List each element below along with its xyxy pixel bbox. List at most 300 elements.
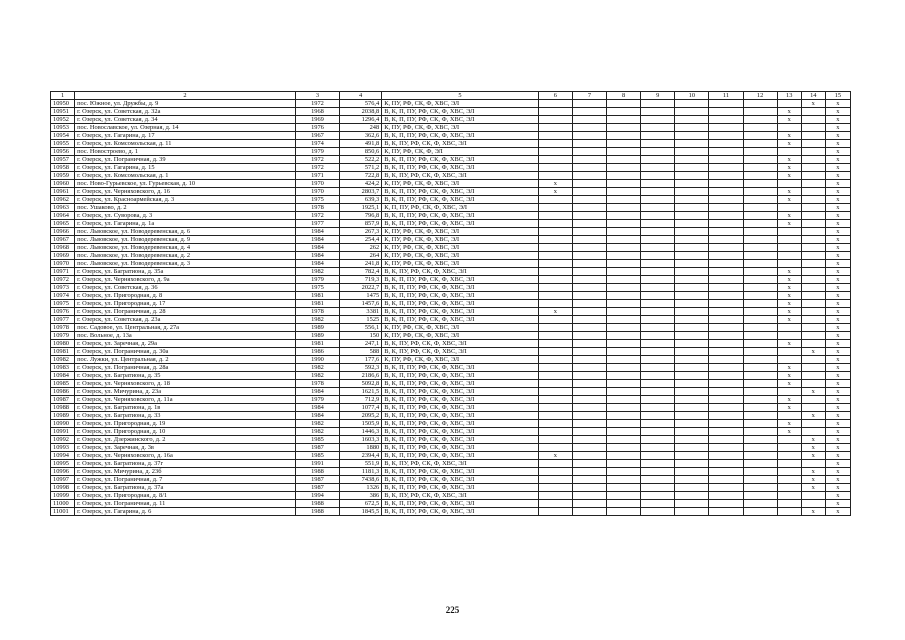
cell-col-15: x [825,332,850,340]
cell-col-6 [538,340,572,348]
cell-col-7 [572,292,606,300]
cell-area: 2022,7 [340,284,382,292]
cell-col-7 [572,196,606,204]
table-row [51,196,851,204]
cell-col-14 [801,284,825,292]
table-row [51,252,851,260]
cell-col-8 [607,444,641,452]
cell-col-13 [777,204,801,212]
cell-col-9 [641,444,675,452]
table-row [51,108,851,116]
cell-area: 1475 [340,292,382,300]
cell-row-id: 10950 [51,100,75,108]
cell-col-12 [743,268,777,276]
cell-col-6 [538,292,572,300]
cell-row-id: 10980 [51,340,75,348]
cell-col-13 [777,260,801,268]
cell-col-9 [641,108,675,116]
cell-col-9 [641,252,675,260]
cell-col-15: x [825,452,850,460]
cell-col-12 [743,444,777,452]
cell-col-10 [675,444,709,452]
cell-col-10 [675,100,709,108]
table-row [51,364,851,372]
cell-col-12 [743,220,777,228]
cell-row-id: 10990 [51,420,75,428]
cell-col-10 [675,348,709,356]
cell-row-id: 10952 [51,116,75,124]
table-row [51,156,851,164]
cell-col-15: x [825,340,850,348]
cell-col-14 [801,172,825,180]
cell-col-9 [641,452,675,460]
cell-year: 1984 [295,228,339,236]
cell-col-14 [801,164,825,172]
cell-area: 247,1 [340,340,382,348]
cell-row-id: 10959 [51,172,75,180]
cell-col-12 [743,260,777,268]
cell-col-10 [675,268,709,276]
cell-col-11 [709,260,743,268]
cell-col-8 [607,332,641,340]
cell-col-14 [801,108,825,116]
cell-year: 1970 [295,188,339,196]
cell-col-12 [743,436,777,444]
cell-address: г. Озерск, ул. Багратиона, д. 37а [75,484,296,492]
cell-year: 1982 [295,420,339,428]
cell-col-8 [607,492,641,500]
table-row [51,244,851,252]
cell-col-9 [641,412,675,420]
cell-col-15: x [825,356,850,364]
cell-row-id: 10989 [51,412,75,420]
cell-col-6 [538,196,572,204]
cell-col-8 [607,228,641,236]
cell-area: 5092,8 [340,380,382,388]
table-row [51,292,851,300]
cell-col-10 [675,156,709,164]
cell-col-6 [538,228,572,236]
table-row [51,436,851,444]
cell-col-9 [641,436,675,444]
cell-year: 1967 [295,132,339,140]
cell-col-14 [801,300,825,308]
cell-services: В, К, П, ПУ, РФ, СК, Ф, ХВС, ЭЛ [382,284,539,292]
cell-year: 1982 [295,316,339,324]
cell-area: 1505,9 [340,420,382,428]
cell-area: 722,8 [340,172,382,180]
cell-col-11 [709,292,743,300]
cell-col-15: x [825,508,850,516]
cell-col-13 [777,388,801,396]
cell-col-10 [675,476,709,484]
cell-col-12 [743,244,777,252]
cell-col-15: x [825,228,850,236]
cell-year: 1978 [295,308,339,316]
cell-services: В, К, П, ПУ, РФ, СК, Ф, ХВС, ЭЛ [382,292,539,300]
cell-col-12 [743,340,777,348]
cell-col-11 [709,444,743,452]
cell-col-13 [777,228,801,236]
cell-col-8 [607,324,641,332]
cell-col-8 [607,140,641,148]
cell-col-12 [743,484,777,492]
cell-area: 1525 [340,316,382,324]
cell-services: В, К, П, ПУ, РФ, СК, Ф, ХВС, ЭЛ [382,156,539,164]
cell-address: г. Озерск, ул. Красноармейская, д. 3 [75,196,296,204]
cell-services: В, К, П, ПУ, РФ, СК, Ф, ХВС, ЭЛ [382,276,539,284]
cell-col-13: x [777,116,801,124]
cell-col-8 [607,180,641,188]
cell-col-6 [538,500,572,508]
cell-col-12 [743,356,777,364]
cell-col-7 [572,500,606,508]
cell-row-id: 10963 [51,204,75,212]
cell-col-9 [641,476,675,484]
cell-col-13: x [777,220,801,228]
cell-col-10 [675,436,709,444]
cell-col-6 [538,508,572,516]
cell-col-13: x [777,212,801,220]
cell-col-10 [675,196,709,204]
cell-col-14 [801,492,825,500]
cell-col-9 [641,260,675,268]
cell-year: 1979 [295,148,339,156]
cell-area: 262 [340,244,382,252]
cell-area: 588 [340,348,382,356]
cell-col-9 [641,420,675,428]
cell-col-13: x [777,404,801,412]
cell-col-14 [801,212,825,220]
cell-col-6 [538,468,572,476]
cell-col-9 [641,156,675,164]
cell-col-10 [675,332,709,340]
cell-row-id: 10962 [51,196,75,204]
cell-col-13: x [777,396,801,404]
cell-row-id: 10998 [51,484,75,492]
cell-col-13: x [777,172,801,180]
cell-services: В, К, ПУ, РФ, СК, Ф, ХВС, ЭЛ [382,172,539,180]
cell-col-7 [572,204,606,212]
cell-address: г. Озерск, ул. Гагарина, д. 6 [75,508,296,516]
cell-area: 1845,5 [340,508,382,516]
cell-col-8 [607,500,641,508]
cell-col-11 [709,116,743,124]
cell-services: В, К, П, ПУ, РФ, СК, Ф, ХВС, ЭЛ [382,412,539,420]
cell-address: г. Озерск, ул. Пограничная, д. 39 [75,156,296,164]
table-row [51,356,851,364]
cell-col-11 [709,156,743,164]
cell-row-id: 10969 [51,252,75,260]
cell-col-9 [641,100,675,108]
cell-col-14 [801,268,825,276]
cell-col-12 [743,324,777,332]
cell-address: г. Озерск, ул. Пограничная, д. 28 [75,308,296,316]
column-header-15: 15 [825,92,850,100]
column-header-10: 10 [675,92,709,100]
cell-year: 1976 [295,124,339,132]
cell-area: 571,2 [340,164,382,172]
cell-col-13: x [777,380,801,388]
cell-col-9 [641,396,675,404]
cell-col-8 [607,260,641,268]
cell-col-13: x [777,196,801,204]
cell-col-14 [801,316,825,324]
cell-area: 1181,3 [340,468,382,476]
cell-year: 1972 [295,156,339,164]
cell-col-8 [607,204,641,212]
table-row [51,284,851,292]
cell-col-15: x [825,220,850,228]
cell-col-11 [709,356,743,364]
cell-address: пос. Новославское, ул. Озерная, д. 14 [75,124,296,132]
column-header-8: 8 [607,92,641,100]
cell-col-11 [709,340,743,348]
cell-year: 1982 [295,268,339,276]
cell-col-9 [641,236,675,244]
cell-area: 362,6 [340,132,382,140]
cell-col-15: x [825,420,850,428]
cell-col-8 [607,220,641,228]
cell-col-11 [709,172,743,180]
cell-area: 712,9 [340,396,382,404]
cell-services: В, К, П, ПУ, РФ, СК, Ф, ХВС, ЭЛ [382,396,539,404]
cell-col-9 [641,500,675,508]
cell-col-6 [538,108,572,116]
cell-col-13: x [777,300,801,308]
column-header-7: 7 [572,92,606,100]
cell-col-14 [801,228,825,236]
cell-col-8 [607,356,641,364]
table-row [51,428,851,436]
cell-col-13 [777,252,801,260]
cell-services: К, ПУ, РФ, СК, Ф, ХВС, ЭЛ [382,332,539,340]
cell-col-15: x [825,300,850,308]
cell-col-11 [709,164,743,172]
cell-col-15: x [825,324,850,332]
cell-col-11 [709,236,743,244]
cell-col-10 [675,284,709,292]
cell-col-11 [709,484,743,492]
cell-col-10 [675,404,709,412]
cell-col-11 [709,148,743,156]
cell-col-13 [777,412,801,420]
cell-col-13: x [777,140,801,148]
cell-col-8 [607,420,641,428]
cell-col-14 [801,116,825,124]
cell-col-12 [743,476,777,484]
cell-col-7 [572,228,606,236]
cell-col-15: x [825,100,850,108]
cell-col-13: x [777,164,801,172]
table-row [51,412,851,420]
cell-col-11 [709,132,743,140]
cell-col-14 [801,188,825,196]
cell-col-13 [777,476,801,484]
cell-col-6 [538,212,572,220]
cell-col-9 [641,356,675,364]
cell-year: 1978 [295,380,339,388]
cell-col-13: x [777,292,801,300]
cell-col-6 [538,428,572,436]
cell-services: В, К, П, ПУ, РФ, СК, Ф, ХВС, ЭЛ [382,436,539,444]
table-row [51,260,851,268]
cell-col-15: x [825,268,850,276]
cell-row-id: 10996 [51,468,75,476]
cell-col-15: x [825,404,850,412]
cell-address: пос. Вольное, д. 13а [75,332,296,340]
cell-col-14 [801,308,825,316]
cell-col-7 [572,356,606,364]
cell-col-15: x [825,252,850,260]
cell-col-7 [572,436,606,444]
table-row [51,220,851,228]
cell-col-12 [743,308,777,316]
cell-col-14 [801,196,825,204]
cell-col-6 [538,348,572,356]
cell-col-9 [641,212,675,220]
column-header-12: 12 [743,92,777,100]
cell-col-12 [743,172,777,180]
cell-col-15: x [825,196,850,204]
cell-address: пос. Садовое, ул. Центральная, д. 27а [75,324,296,332]
table-row [51,132,851,140]
cell-services: К, ПУ, РФ, СК, Ф, ХВС, ЭЛ [382,244,539,252]
cell-col-14 [801,220,825,228]
cell-col-7 [572,508,606,516]
cell-col-9 [641,380,675,388]
cell-col-15: x [825,284,850,292]
cell-col-7 [572,124,606,132]
cell-col-15: x [825,276,850,284]
cell-col-11 [709,100,743,108]
cell-col-9 [641,308,675,316]
cell-row-id: 10978 [51,324,75,332]
cell-col-10 [675,276,709,284]
cell-col-10 [675,452,709,460]
cell-col-14 [801,276,825,284]
cell-col-9 [641,132,675,140]
cell-col-15: x [825,140,850,148]
table-row [51,340,851,348]
table-row [51,396,851,404]
cell-year: 1989 [295,332,339,340]
cell-col-10 [675,316,709,324]
cell-col-10 [675,388,709,396]
cell-col-14: x [801,444,825,452]
cell-address: г. Озерск, ул. Багратиона, д. 35 [75,372,296,380]
cell-col-11 [709,212,743,220]
table-row [51,468,851,476]
cell-col-6 [538,236,572,244]
cell-col-12 [743,412,777,420]
cell-col-6 [538,164,572,172]
table-row [51,324,851,332]
table-body [51,100,851,516]
cell-col-11 [709,196,743,204]
cell-row-id: 10992 [51,436,75,444]
cell-year: 1970 [295,180,339,188]
cell-col-13: x [777,364,801,372]
cell-col-14: x [801,412,825,420]
cell-services: В, К, П, ПУ, РФ, СК, Ф, ХВС, ЭЛ [382,428,539,436]
cell-col-8 [607,148,641,156]
cell-col-6 [538,436,572,444]
cell-col-10 [675,204,709,212]
cell-year: 1979 [295,396,339,404]
cell-row-id: 10983 [51,364,75,372]
cell-row-id: 10956 [51,148,75,156]
cell-col-6 [538,492,572,500]
cell-col-6 [538,356,572,364]
cell-services: В, К, П, ПУ, РФ, СК, Ф, ХВС, ЭЛ [382,372,539,380]
cell-col-6 [538,444,572,452]
cell-row-id: 10985 [51,380,75,388]
cell-col-9 [641,292,675,300]
table-row [51,348,851,356]
cell-col-13 [777,484,801,492]
cell-year: 1994 [295,492,339,500]
cell-address: пос. Ушаково, д. 2 [75,204,296,212]
table-row [51,388,851,396]
cell-col-7 [572,220,606,228]
cell-col-9 [641,172,675,180]
cell-address: пос. Южное, ул. Дружбы, д. 9 [75,100,296,108]
cell-services: К, ПУ, РФ, СК, Ф, ХВС, ЭЛ [382,252,539,260]
cell-services: К, ПУ, РФ, СК, Ф, ХВС, ЭЛ [382,228,539,236]
cell-row-id: 10988 [51,404,75,412]
table-row [51,140,851,148]
cell-area: 1603,3 [340,436,382,444]
cell-col-8 [607,156,641,164]
cell-col-6 [538,156,572,164]
cell-col-12 [743,156,777,164]
cell-col-14 [801,428,825,436]
cell-row-id: 10970 [51,260,75,268]
cell-address: г. Озерск, ул. Багратиона, д. 35а [75,268,296,276]
cell-col-15: x [825,412,850,420]
cell-services: В, К, П, ПУ, РФ, СК, Ф, ХВС, ЭЛ [382,308,539,316]
cell-col-12 [743,204,777,212]
cell-col-10 [675,508,709,516]
cell-row-id: 10984 [51,372,75,380]
cell-col-14: x [801,468,825,476]
cell-area: 1296,4 [340,116,382,124]
cell-col-8 [607,172,641,180]
cell-col-10 [675,356,709,364]
cell-address: г. Озерск, ул. Багратиона, д. 37г [75,460,296,468]
table-row [51,188,851,196]
cell-col-7 [572,316,606,324]
cell-col-15: x [825,308,850,316]
cell-year: 1979 [295,276,339,284]
cell-col-11 [709,412,743,420]
cell-col-7 [572,396,606,404]
table-row [51,116,851,124]
cell-col-14 [801,156,825,164]
cell-col-11 [709,452,743,460]
cell-services: К, ПУ, РФ, СК, Ф, ХВС, ЭЛ [382,324,539,332]
cell-year: 1982 [295,364,339,372]
cell-row-id: 10994 [51,452,75,460]
cell-col-6 [538,476,572,484]
cell-col-15: x [825,212,850,220]
cell-area: 592,3 [340,364,382,372]
cell-col-10 [675,380,709,388]
cell-year: 1988 [295,468,339,476]
cell-col-6 [538,148,572,156]
column-header-11: 11 [709,92,743,100]
